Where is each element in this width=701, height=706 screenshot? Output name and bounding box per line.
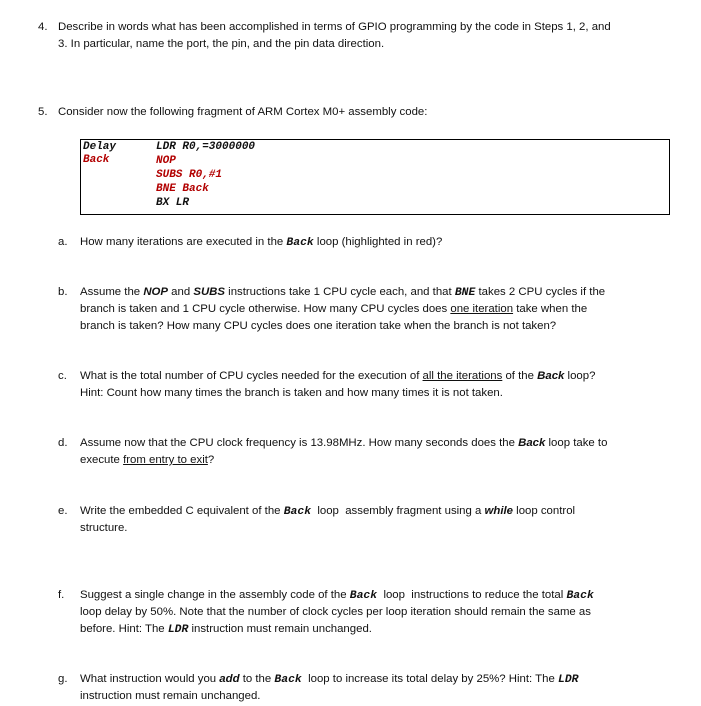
question-text-line: structure. <box>80 522 128 534</box>
code-instruction: NOP <box>156 155 176 167</box>
question-text-line: loop delay by 50%. Note that the number of clock cycles per loop iteration should remain the same as <box>80 606 591 618</box>
question-number: 4. <box>38 21 48 33</box>
sub-question-letter: b. <box>58 286 68 298</box>
sub-question-letter: f. <box>58 589 65 601</box>
code-instruction: BNE Back <box>156 183 209 195</box>
question-text-line: 3. In particular, name the port, the pin, and the pin data direction. <box>58 38 385 50</box>
question-text-line: instruction must remain unchanged. <box>80 690 261 702</box>
question-text-line: Hint: Count how many times the branch is taken and how many times it is not taken. <box>80 387 503 399</box>
sub-question-letter: c. <box>58 370 67 382</box>
question-text-line: before. Hint: The LDR instruction must remain unchanged. <box>80 623 372 636</box>
question-text-line: branch is taken and 1 CPU cycle otherwise. How many CPU cycles does one iteration take when the <box>80 303 588 315</box>
question-text-line: Suggest a single change in the assembly code of the Back loop instructions to reduce the total Back <box>80 589 594 602</box>
question-text-line: execute from entry to exit? <box>80 454 215 466</box>
question-text-line: What instruction would you add to the Back loop to increase its total delay by 25%? Hint: The LDR <box>80 673 579 686</box>
assembly-code-box <box>80 139 670 215</box>
code-label-delay: Delay <box>83 141 117 153</box>
question-text-line: Describe in words what has been accomplished in terms of GPIO programming by the code in Steps 1, 2, and <box>58 21 611 33</box>
question-text-line: How many iterations are executed in the Back loop (highlighted in red)? <box>80 236 443 249</box>
code-instruction: SUBS R0,#1 <box>156 169 223 181</box>
sub-question-letter: a. <box>58 236 68 248</box>
code-instruction: LDR R0,=3000000 <box>156 141 256 153</box>
question-text-line: Assume the NOP and SUBS instructions take 1 CPU cycle each, and that BNE takes 2 CPU cycles if the <box>80 286 606 299</box>
sub-question-letter: d. <box>58 437 68 449</box>
question-text-line: Consider now the following fragment of ARM Cortex M0+ assembly code: <box>58 106 428 118</box>
sub-question-letter: g. <box>58 673 68 685</box>
question-number: 5. <box>38 106 48 118</box>
code-instruction: BX LR <box>156 197 190 209</box>
question-text-line: branch is taken? How many CPU cycles does one iteration take when the branch is not taken? <box>80 320 557 332</box>
question-text-line: Assume now that the CPU clock frequency is 13.98MHz. How many seconds does the Back loop take to <box>80 437 608 449</box>
sub-question-letter: e. <box>58 505 68 517</box>
question-text-line: Write the embedded C equivalent of the Back loop assembly fragment using a while loop control <box>80 505 576 518</box>
code-label-back: Back <box>83 154 110 166</box>
question-text-line: What is the total number of CPU cycles needed for the execution of all the iterations of the Back loop? <box>80 370 596 382</box>
